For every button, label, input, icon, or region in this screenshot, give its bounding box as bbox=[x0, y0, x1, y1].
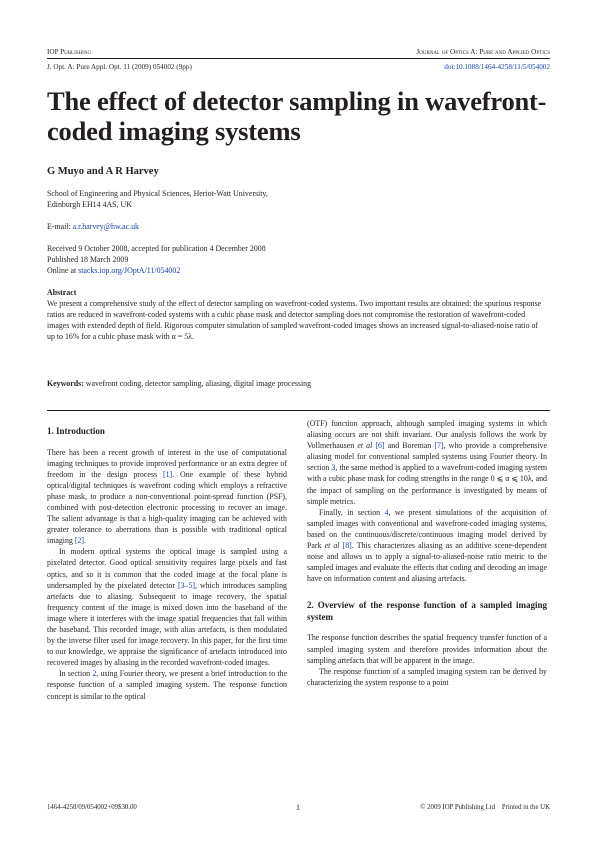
email-label: E-mail: bbox=[47, 222, 73, 231]
email-line bbox=[47, 221, 139, 232]
text-run: In modern optical systems the optical image is sampled using a pixelated detector. Good optical sensitivity requires large pixels and fast optics, and so it is common that the coded image at the focal plane is undersampled by the pixelated detector bbox=[47, 547, 287, 590]
citation-link[interactable]: [1] bbox=[162, 469, 173, 479]
text-run: . bbox=[84, 536, 87, 546]
paragraph bbox=[47, 447, 287, 547]
right-column bbox=[307, 418, 547, 688]
citation-link[interactable]: [8] bbox=[339, 541, 352, 551]
text-run: , we present simulations of the acquisition of sampled images with conventional and wavefront-coded imaging systems, based on the continuous/discrete/continuous imaging model derived by Park bbox=[307, 507, 547, 551]
section-link[interactable]: 4 bbox=[384, 507, 389, 517]
keywords-text: wavefront coding, detector sampling, aliasing, digital image processing bbox=[83, 379, 312, 388]
affiliation bbox=[47, 188, 268, 210]
citation-link[interactable]: [2] bbox=[74, 536, 85, 546]
affiliation-line: School of Engineering and Physical Sciences, Heriot-Watt University, bbox=[47, 189, 268, 198]
text-run: Finally, in section bbox=[319, 507, 385, 517]
section-link[interactable]: 2 bbox=[92, 669, 97, 679]
citation-link[interactable]: [3–5] bbox=[177, 580, 196, 590]
journal-name: Journal of Optics A: Pure and Applied Optics bbox=[416, 48, 550, 56]
text-run: There has been a recent growth of interest in the use of computational imaging techniques to provide improved performance or an extra degree of freedom in the design process bbox=[47, 447, 287, 479]
paragraph bbox=[47, 668, 287, 701]
text-run: (OTF) function approach, although sampled imaging systems in which aliasing occurs are not shift invariant. Our analysis follows the work by Vollmerhausen bbox=[307, 419, 547, 451]
text-run: In section bbox=[59, 669, 93, 679]
text-run: . One example of these hybrid optical/digital techniques is wavefront coding which employs a refractive phase mask, to produce a non-conventional point-spread function (PSF), combined with post-detection electronic processing to recover an image. The salient advantage is that a high-quality imaging can be achieved with greater tolerance to aberrations than is possible with traditional optical imaging bbox=[47, 469, 287, 546]
page-number: 1 bbox=[296, 803, 300, 812]
section-link[interactable]: 3 bbox=[331, 463, 336, 473]
paragraph bbox=[307, 418, 547, 507]
keywords-label: Keywords: bbox=[47, 379, 84, 388]
paragraph bbox=[47, 546, 287, 668]
text-run: , who provide a comprehensive aliasing model for conventional sampled systems using Fourier theory. In section bbox=[307, 441, 547, 473]
abstract bbox=[47, 287, 547, 342]
text-run: , the same method is applied to a wavefront-coded imaging system with a cubic phase mask for coding strengths in the range 0 ⩽ α ⩽ 10λ, and the impact of sampling on the performance is investigated by means of simple metrics. bbox=[307, 463, 547, 506]
online-url-link[interactable]: stacks.iop.org/JOptA/11/054002 bbox=[78, 266, 181, 275]
citation-link[interactable]: [7] bbox=[434, 441, 444, 451]
publisher-name: IOP Publishing bbox=[47, 48, 92, 56]
author-list: G Muyo and A R Harvey bbox=[47, 166, 159, 177]
paragraph: The response function of a sampled imaging system can be derived by characterizing the system response to a point bbox=[307, 666, 547, 687]
article-title: The effect of detector sampling in wavefront-coded imaging systems bbox=[47, 86, 547, 146]
abstract-text: We present a comprehensive study of the effect of detector sampling on wavefront-coded systems. Two important results are obtained: the spurious response ratios are reduced in wavefront-coded systems with a cubic phase mask and detector sampling does not compromise the restoration of wavefront-coded images with extended depth of field. Rigorous computer simulation of sampled wavefront-coded images shows an increased signal-to-aliased-noise ratio of up to 16% for a cubic phase mask with α = 5λ. bbox=[47, 299, 542, 341]
section-heading: 1. Introduction bbox=[47, 426, 105, 436]
citation-link[interactable]: [6] bbox=[372, 441, 385, 451]
left-column bbox=[47, 426, 287, 702]
issn-price: 1464-4258/09/054002+09$30.00 bbox=[47, 804, 137, 811]
copyright: © 2009 IOP Publishing Ltd Printed in the UK bbox=[420, 804, 550, 811]
body-top-rule bbox=[47, 410, 550, 411]
text-run: et al bbox=[324, 541, 340, 551]
text-run: , using Fourier theory, we present a brief introduction to the response function of a sampled imaging system. The response function concept is similar to the optical bbox=[47, 669, 287, 701]
published-date: Published 18 March 2009 bbox=[47, 255, 129, 264]
journal-citation: J. Opt. A: Pure Appl. Opt. 11 (2009) 054002 (9pp) bbox=[47, 63, 192, 71]
section-heading: 2. Overview of the response function of a sampled imaging system bbox=[307, 600, 547, 622]
doi-link[interactable]: doi:10.1088/1464-4258/11/5/054002 bbox=[444, 63, 550, 71]
affiliation-line: Edinburgh EH14 4AS, UK bbox=[47, 200, 132, 209]
dates-block bbox=[47, 243, 266, 276]
text-run: and Boreman bbox=[384, 441, 435, 451]
email-link[interactable]: a.r.harvey@hw.ac.uk bbox=[72, 222, 139, 231]
text-run: . This characterizes aliasing as an additive scene-dependent noise and allows us to apply a signal-to-aliased-noise ratio metric to the sampled images and evaluate the effects that coding and decoding an image have on information content and aliasing artefacts. bbox=[307, 541, 547, 584]
paragraph: The response function describes the spatial frequency transfer function of a sampled imaging system and therefore provides information about the sampling artefacts that will be apparent in the image. bbox=[307, 633, 547, 665]
keywords-line bbox=[47, 378, 311, 389]
text-run: , which introduces sampling artefacts due to aliasing. Subsequent to image recovery, the spatial frequency content of the image is mixed down into the baseband of the image where it interferes with the image spatial frequencies that fall within the baseband. This recorded image, with alias artefacts, is then modulated by the inverse filter used for image recovery. In this paper, for the first time to our knowledge, we appraise the significance of artefacts introduced into recovered images by aliasing in the recorded wavefront-coded images. bbox=[47, 580, 287, 668]
header-rule bbox=[47, 58, 550, 59]
online-label: Online at bbox=[47, 266, 79, 275]
received-date: Received 9 October 2008, accepted for publication 4 December 2008 bbox=[47, 244, 266, 253]
abstract-title: Abstract bbox=[47, 288, 77, 297]
text-run: et al bbox=[357, 441, 373, 451]
paragraph bbox=[307, 507, 547, 585]
online-line bbox=[47, 265, 266, 276]
